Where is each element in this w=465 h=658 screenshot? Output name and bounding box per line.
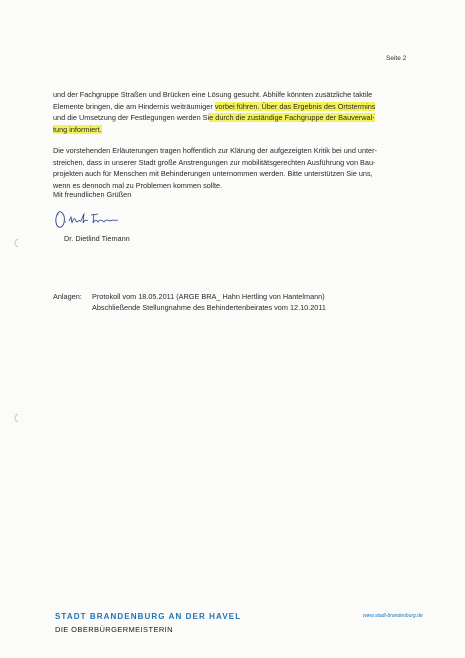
attachments-label: Anlagen: [53,292,82,301]
punch-hole-mark [13,238,19,248]
body-paragraph-1 [53,89,423,135]
highlighted-text: e durch die zuständige Fachgruppe der Bauverwal- [209,113,375,123]
text-line [53,89,423,101]
text-line [53,124,423,136]
body-paragraph-2 [53,145,423,191]
line-text: und die Umsetzung der Festlegungen werden Si [53,113,210,123]
text-line [53,112,423,124]
text-line [53,101,423,113]
footer-city-name: STADT BRANDENBURG AN DER HAVEL [55,612,242,621]
signer-name: Dr. Dietlind Tiemann [64,234,130,243]
attachment-item: Abschließende Stellungnahme des Behindertenbeirates vom 12.10.2011 [92,302,326,312]
text-line: projekten auch für Menschen mit Behinderungen unternommen werden. Bitte unterstützen Sie uns, [53,169,373,179]
footer-website-link[interactable]: www.stadt-brandenburg.de [363,613,423,619]
footer-office: DIE OBERBÜRGERMEISTERIN [55,625,173,634]
attachment-item: Protokoll vom 18.05.2011 (ARGE BRA_ Hahn Hertling von Hantelmann) [92,292,325,301]
line-text: Elemente bringen, die am Hindernis weiträumiger [53,101,215,111]
closing-greeting: Mit freundlichen Grüßen [53,190,132,199]
text-line: wenn es dennoch mal zu Problemen kommen sollte. [53,180,223,190]
page-number: Seite 2 [386,55,407,62]
text-line: Die vorstehenden Erläuterungen tragen hoffentlich zur Klärung der aufgezeigten Kritik bei und unter- [53,146,377,155]
punch-hole-mark [13,413,19,423]
line-text: und der Fachgruppe Straßen und Brücken eine Lösung gesucht. Abhilfe könnten zusätzliche taktile [53,90,373,99]
text-line: streichen, dass in unserer Stadt große Anstrengungen zur mobilitätsgerechten Ausführung von Bau- [53,157,376,167]
handwritten-signature [52,205,122,235]
attachments-list [92,292,326,313]
highlighted-text: tung informiert. [53,124,102,134]
highlighted-text: vorbei führen. Über das Ergebnis des Ortstermins [214,101,376,111]
